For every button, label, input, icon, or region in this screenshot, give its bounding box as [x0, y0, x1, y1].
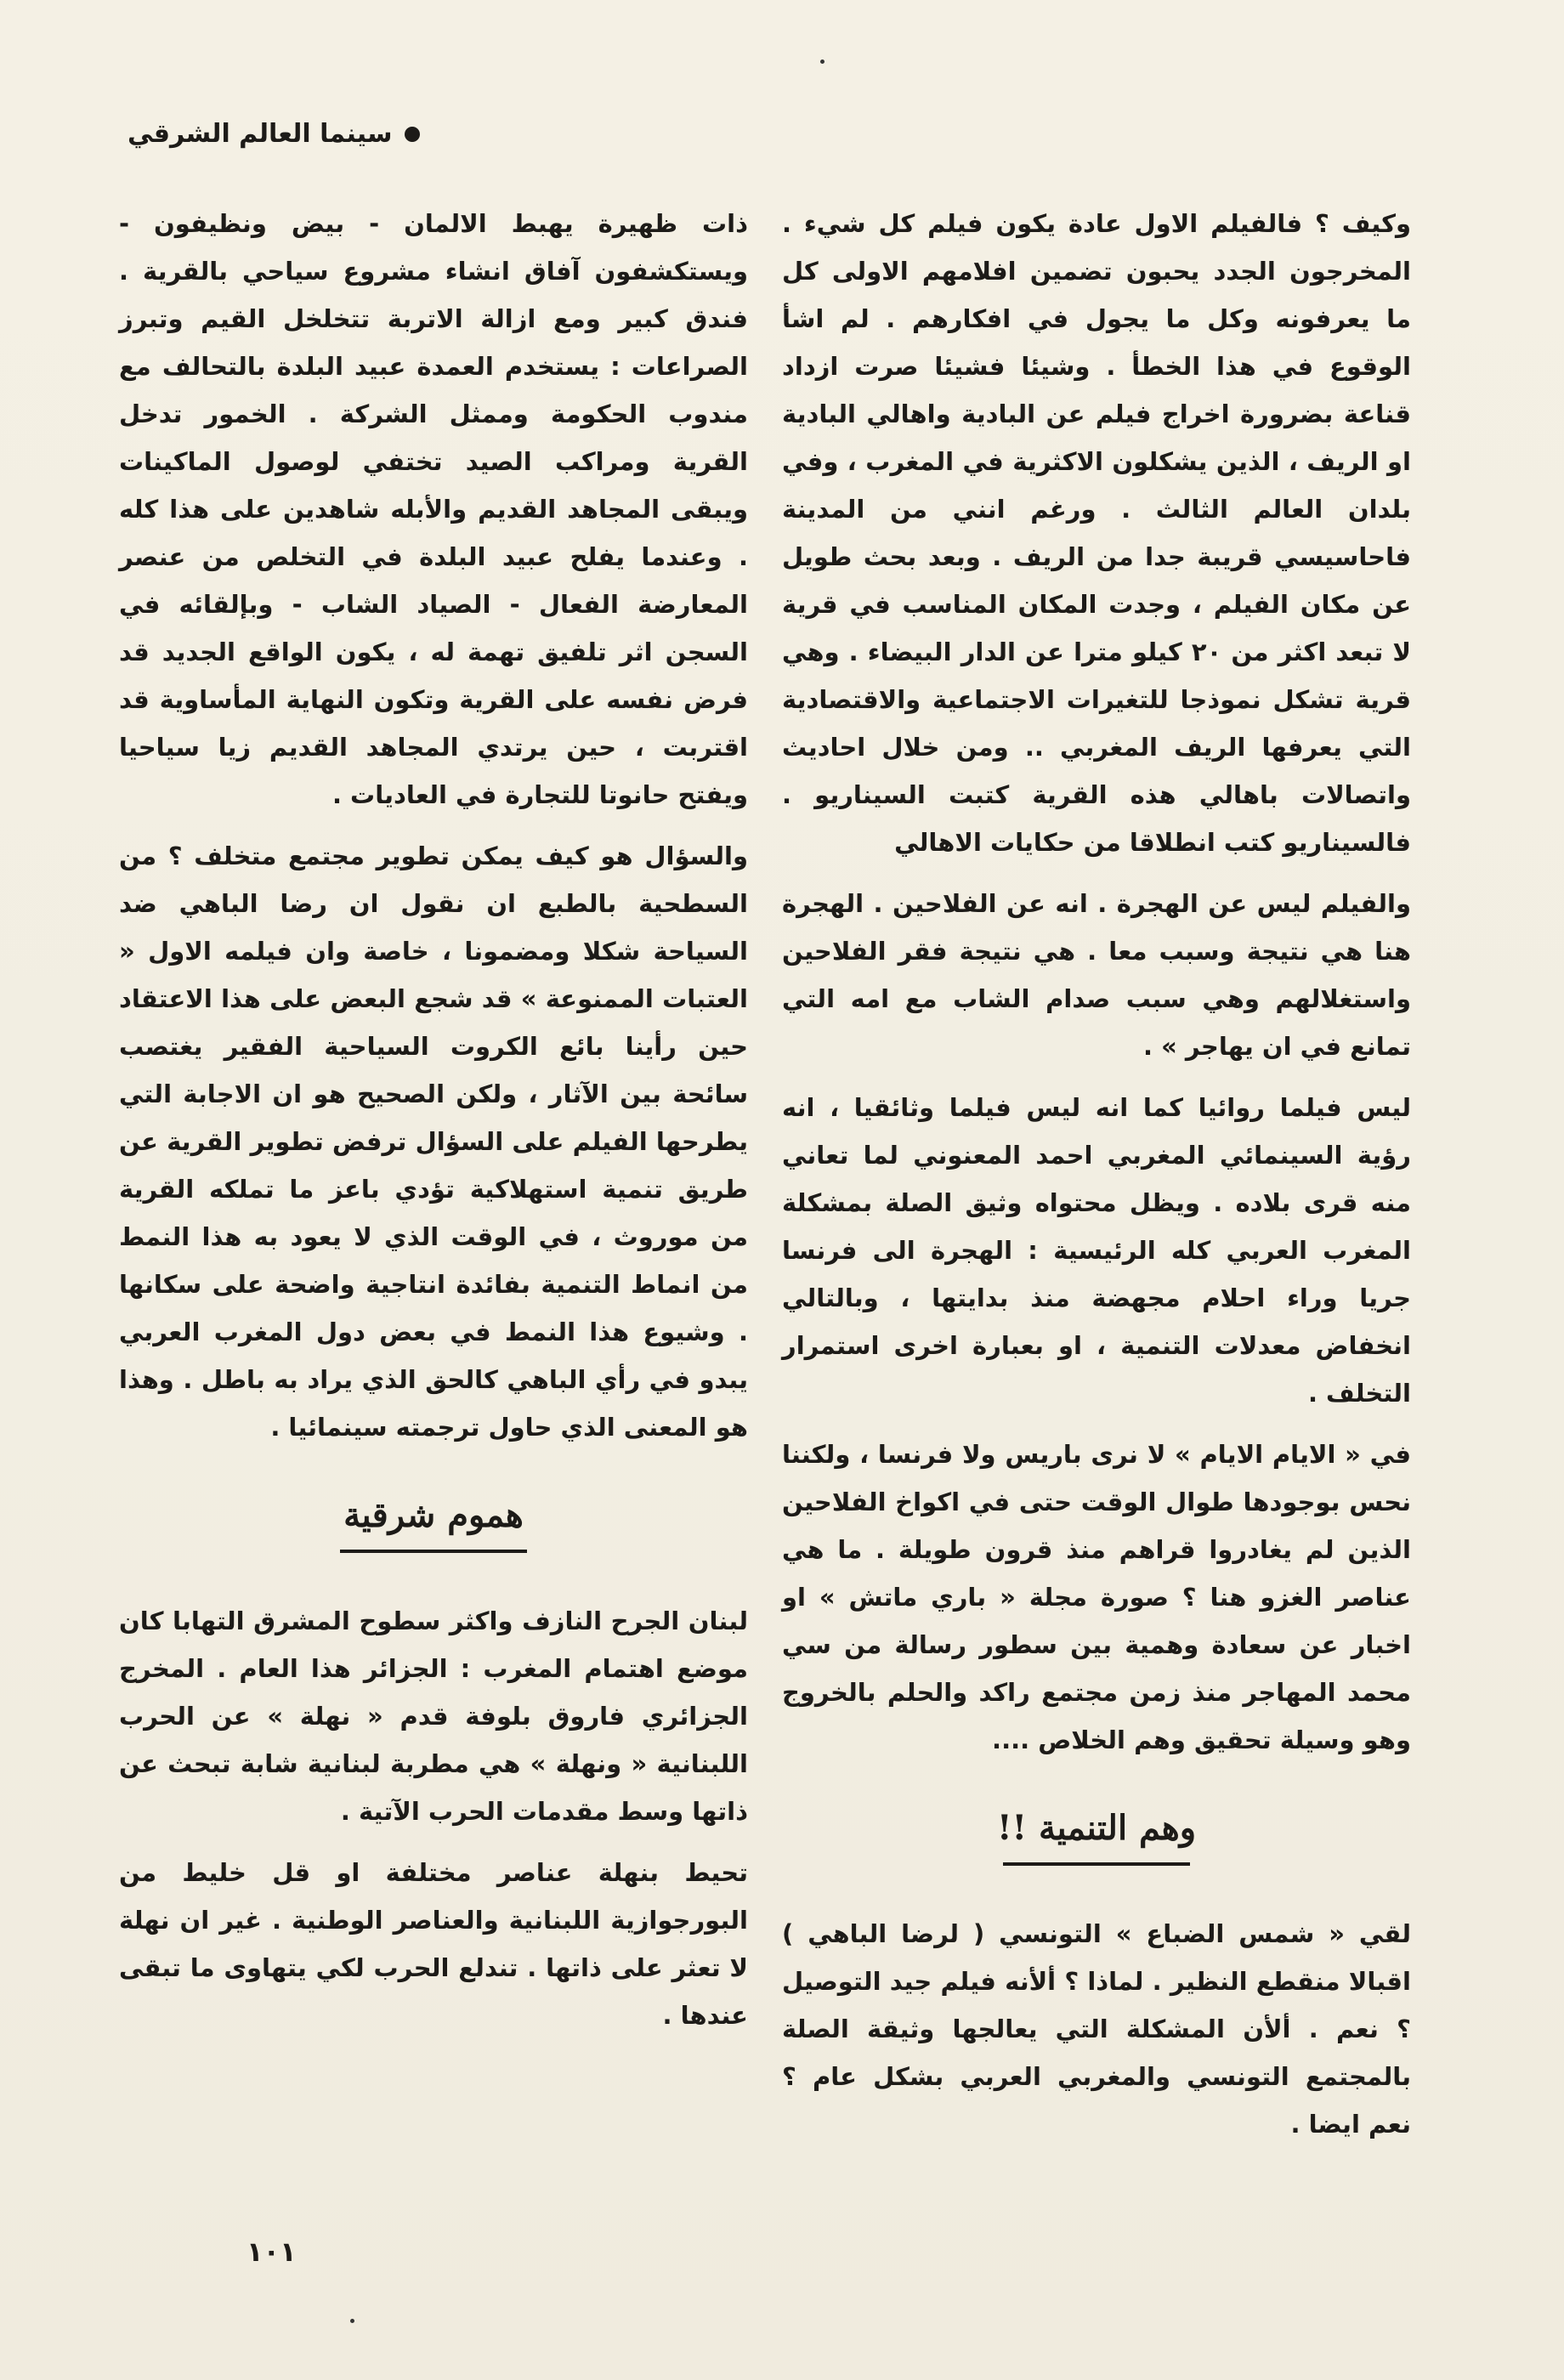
subheading: وهم التنمية !!	[996, 1808, 1197, 1848]
section-title: سينما العالم الشرقي	[128, 119, 393, 149]
paragraph: تحيط بنهلة عناصر مختلفة او قل خليط من البورجوازية اللبنانية والعناصر الوطنية . غير ان نهلة لا تعثر على ذاتها . تندلع الحرب لكي يتهاوى ما تبقى عندها .	[119, 1858, 748, 2030]
page-number: ١٠١	[246, 2236, 297, 2268]
paragraph: لقي « شمس الضباع » التونسي ( لرضا الباهي ) اقبالا منقطع النظير . لماذا ؟ ألأنه فيلم جيد التوصيل ؟ نعم . ألأن المشكلة التي يعالجها وثيقة الصلة بالمجتمع التونسي والمغربي العربي بشكل عام ؟ نعم ايضا .	[782, 1919, 1411, 2139]
divider	[1003, 1862, 1190, 1866]
print-speck	[350, 2319, 354, 2323]
left-column	[119, 200, 748, 2053]
paragraph: ليس فيلما روائيا كما انه ليس فيلما وثائقيا ، انه رؤية السينمائي المغربي احمد المعنوني لما تعاني منه قرى بلاده . ويظل محتواه وثيق الصلة بمشكلة المغرب العربي كله الرئيسية : الهجرة الى فرنسا جريا وراء احلام مجهضة منذ بدايتها ، وبالتالي انخفاض معدلات التنمية ، او بعبارة اخرى استمرار التخلف .	[782, 1093, 1411, 1408]
paragraph: والفيلم ليس عن الهجرة . انه عن الفلاحين . الهجرة هنا هي نتيجة وسبب معا . هي نتيجة فقر الفلاحين واستغلالهم وهي سبب صدام الشاب مع امه التي تمانع في ان يهاجر » .	[782, 889, 1411, 1061]
paragraph: في « الايام الايام » لا نرى باريس ولا فرنسا ، ولكننا نحس بوجودها طوال الوقت حتى في اكواخ الفلاحين الذين لم يغادروا قراهم منذ قرون طويلة . ما هي عناصر الغزو هنا ؟ صورة مجلة « باري ماتش » او اخبار عن سعادة وهمية بين سطور رسالة من سي محمد المهاجر منذ زمن مجتمع راكد والحلم بالخروج وهو وسيلة تحقيق وهم الخلاص ....	[782, 1440, 1411, 1754]
paragraph: وكيف ؟ فالفيلم الاول عادة يكون فيلم كل شيء . المخرجون الجدد يحبون تضمين افلامهم الاولى كل ما يعرفونه وكل ما يجول في افكارهم . لم اشأ الوقوع في هذا الخطأ . وشيئا فشيئا صرت ازداد قناعة بضرورة اخراج فيلم عن البادية واهالي البادية او الريف ، الذين يشكلون الاكثرية في المغرب ، وفي بلدان العالم الثالث . ورغم انني من المدينة فاحاسيسي قريبة جدا من الريف . وبعد بحث طويل عن مكان الفيلم ، وجدت المكان المناسب في قرية لا تبعد اكثر من ٢٠ كيلو مترا عن الدار البيضاء . وهي قرية تشكل نموذجا للتغيرات الاجتماعية والاقتصادية التي يعرفها الريف المغربي .. ومن خلال احاديث واتصالات باهالي هذه القرية كتبت السيناريو . فالسيناريو كتب انطلاقا من حكايات الاهالي	[782, 209, 1412, 857]
paragraph: والسؤال هو كيف يمكن تطوير مجتمع متخلف ؟ من السطحية بالطبع ان نقول ان رضا الباهي ضد السياحة شكلا ومضمونا ، خاصة وان فيلمه الاول « العتبات الممنوعة » قد شجع البعض على هذا الاعتقاد حين رأينا بائع الكروت السياحية الفقير يغتصب سائحة بين الآثار ، ولكن الصحيح هو ان الاجابة التي يطرحها الفيلم على السؤال ترفض تطوير القرية عن طريق تنمية استهلاكية تؤدي باعز ما تملكه القرية من موروث ، في الوقت الذي لا يعود به هذا النمط من انماط التنمية بفائدة انتاجية واضحة على سكانها . وشيوع هذا النمط في بعض دول المغرب العربي يبدو في رأي الباهي كالحق الذي يراد به باطل . وهذا هو المعنى الذي حاول ترجمته سينمائيا .	[119, 842, 748, 1442]
running-header	[128, 119, 420, 149]
divider	[340, 1550, 527, 1553]
paragraph: لبنان الجرح النازف واكثر سطوح المشرق التهابا كان موضع اهتمام المغرب : الجزائر هذا العام . المخرج الجزائري فاروق بلوفة قدم « نهلة » عن الحرب اللبنانية « ونهلة » هي مطربة لبنانية شابة تبحث عن ذاتها وسط مقدمات الحرب الآتية .	[119, 1606, 748, 1826]
paragraph: ذات ظهيرة يهبط الالمان - بيض ونظيفون - ويستكشفون آفاق انشاء مشروع سياحي بالقرية . فندق كبير ومع ازالة الاتربة تتخلخل القيم وتبرز الصراعات : يستخدم العمدة عبيد البلدة بالتحالف مع مندوب الحكومة وممثل الشركة . الخمور تدخل القرية ومراكب الصيد تختفي لوصول الماكينات ويبقى المجاهد القديم والأبله شاهدين على هذا كله . وعندما يفلح عبيد البلدة في التخلص من عنصر المعارضة الفعال - الصياد الشاب - وبإلقائه في السجن اثر تلفيق تهمة له ، يكون الواقع الجديد قد فرض نفسه على القرية وتكون النهاية المأساوية قد اقتربت ، حين يرتدي المجاهد القديم زيا سياحيا ويفتح حانوتا للتجارة في العاديات .	[119, 209, 748, 809]
bullet-icon	[405, 127, 420, 142]
subheading: هموم شرقية	[343, 1495, 524, 1535]
print-speck	[820, 60, 824, 64]
right-column	[782, 200, 1411, 2162]
